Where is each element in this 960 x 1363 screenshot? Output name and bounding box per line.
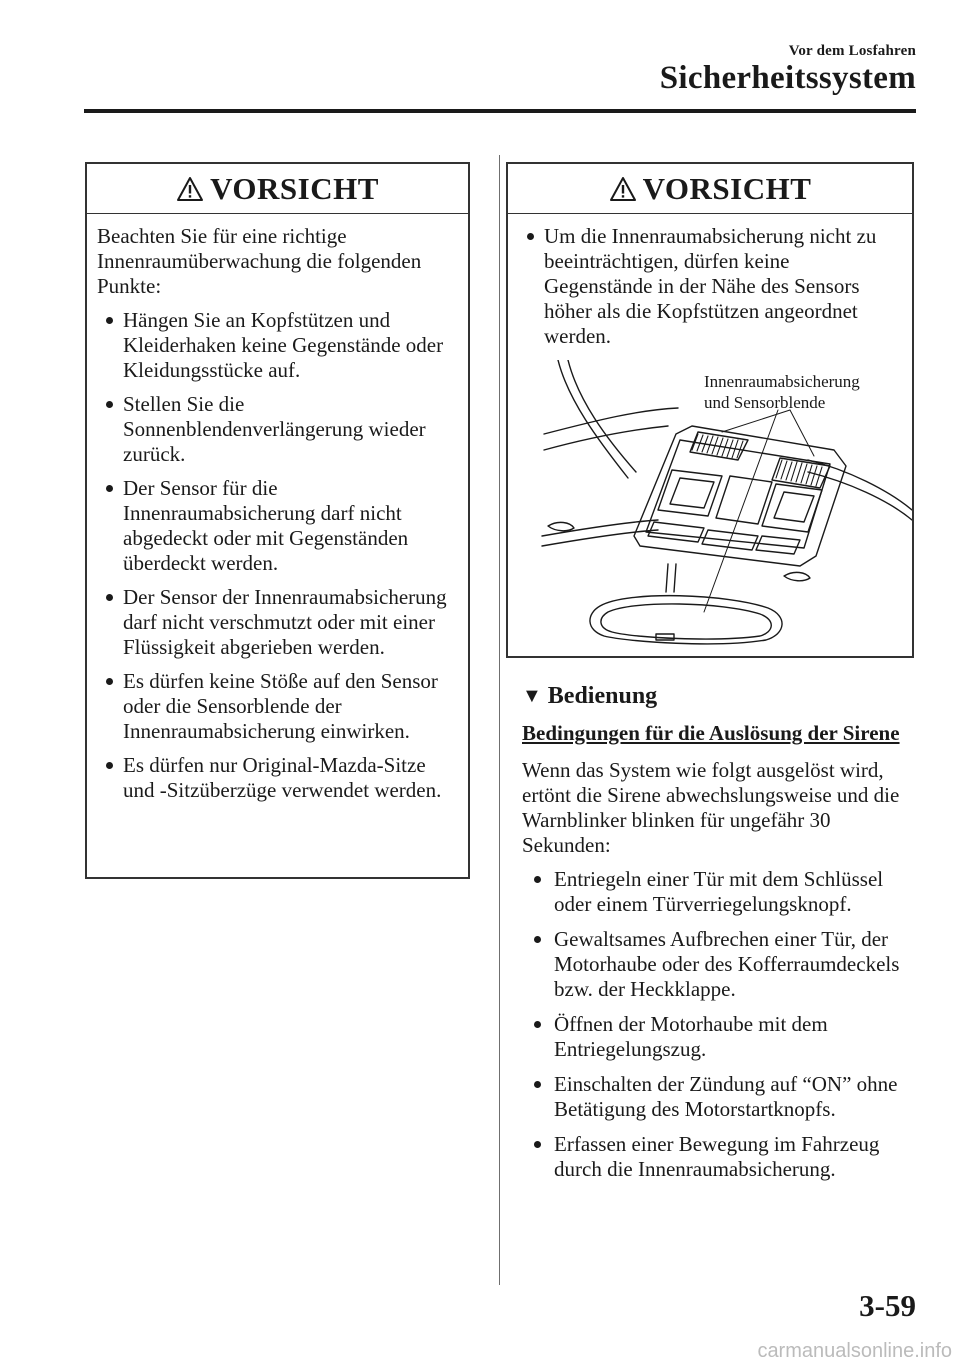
column-divider [499, 155, 500, 1285]
caution-list [518, 224, 902, 349]
page-number: 3-59 [859, 1288, 916, 1323]
subheading: Bedingungen für die Auslösung der Sirene [522, 721, 900, 745]
paragraph: Wenn das System wie folgt ausgelöst wird, ertönt die Sirene abwechslungsweise und die Warnblinker blinken für ungefähr 30 Sekunden: [522, 758, 900, 857]
warning-icon [609, 176, 637, 202]
caution-list [97, 308, 458, 803]
caution-item: Es dürfen keine Stöße auf den Sensor oder die Sensorblende der Innenraumabsicherung einwirken. [97, 669, 458, 744]
trigger-item: Entriegeln einer Tür mit dem Schlüssel oder einem Türverriegelungsknopf. [522, 867, 922, 917]
trigger-item: Erfassen einer Bewegung im Fahrzeug durch die Innenraumabsicherung. [522, 1132, 922, 1182]
triangle-marker-icon: ▼ [522, 685, 542, 707]
header-rule [84, 109, 916, 113]
section-heading [522, 684, 922, 709]
caution-heading-text: VORSICHT [642, 170, 812, 206]
caution-box-right [506, 162, 914, 658]
caution-item: Der Sensor der Innenraumabsicherung darf nicht verschmutzt oder mit einer Flüssigkeit abgerieben werden. [97, 585, 458, 660]
operation-section [522, 684, 922, 1192]
caution-heading-text: VORSICHT [210, 170, 379, 206]
caution-heading [87, 164, 468, 214]
trigger-list [522, 867, 922, 1182]
caution-item: Der Sensor für die Innenraumabsicherung darf nicht abgedeckt oder mit Gegenständen überdeckt werden. [97, 476, 458, 576]
caution-box-left [85, 162, 470, 879]
warning-icon [176, 176, 204, 202]
figure-label-line: Innenraumabsicherung [704, 372, 860, 391]
watermark: carmanualsonline.info [757, 1340, 952, 1362]
caution-item: Hängen Sie an Kopfstützen und Kleiderhaken keine Gegenstände oder Kleidungsstücke auf. [97, 308, 458, 383]
caution-intro: Beachten Sie für eine richtige Innenraumüberwachung die folgenden Punkte: [97, 224, 422, 298]
caution-heading [508, 164, 912, 214]
chapter-subtitle: Vor dem Losfahren [788, 43, 916, 59]
trigger-item: Gewaltsames Aufbrechen einer Tür, der Motorhaube oder des Kofferraumdeckels bzw. der Heckklappe. [522, 927, 922, 1002]
figure-label-line: und Sensorblende [704, 393, 826, 412]
section-heading-text: Bedienung [547, 683, 658, 709]
trigger-item: Einschalten der Zündung auf “ON” ohne Betätigung des Motorstartknopfs. [522, 1072, 922, 1122]
caution-item: Stellen Sie die Sonnenblendenverlängerung wieder zurück. [97, 392, 458, 467]
caution-item: Es dürfen nur Original-Mazda-Sitze und -Sitzüberzüge verwendet werden. [97, 753, 458, 803]
caution-item: Um die Innenraumabsicherung nicht zu beeinträchtigen, dürfen keine Gegenstände in der Nähe des Sensors höher als die Kopfstützen angeordnet werden. [518, 224, 902, 349]
trigger-item: Öffnen der Motorhaube mit dem Entriegelungszug. [522, 1012, 922, 1062]
section-title: Sicherheitssystem [659, 60, 916, 96]
overhead-console-illustration [508, 360, 912, 656]
